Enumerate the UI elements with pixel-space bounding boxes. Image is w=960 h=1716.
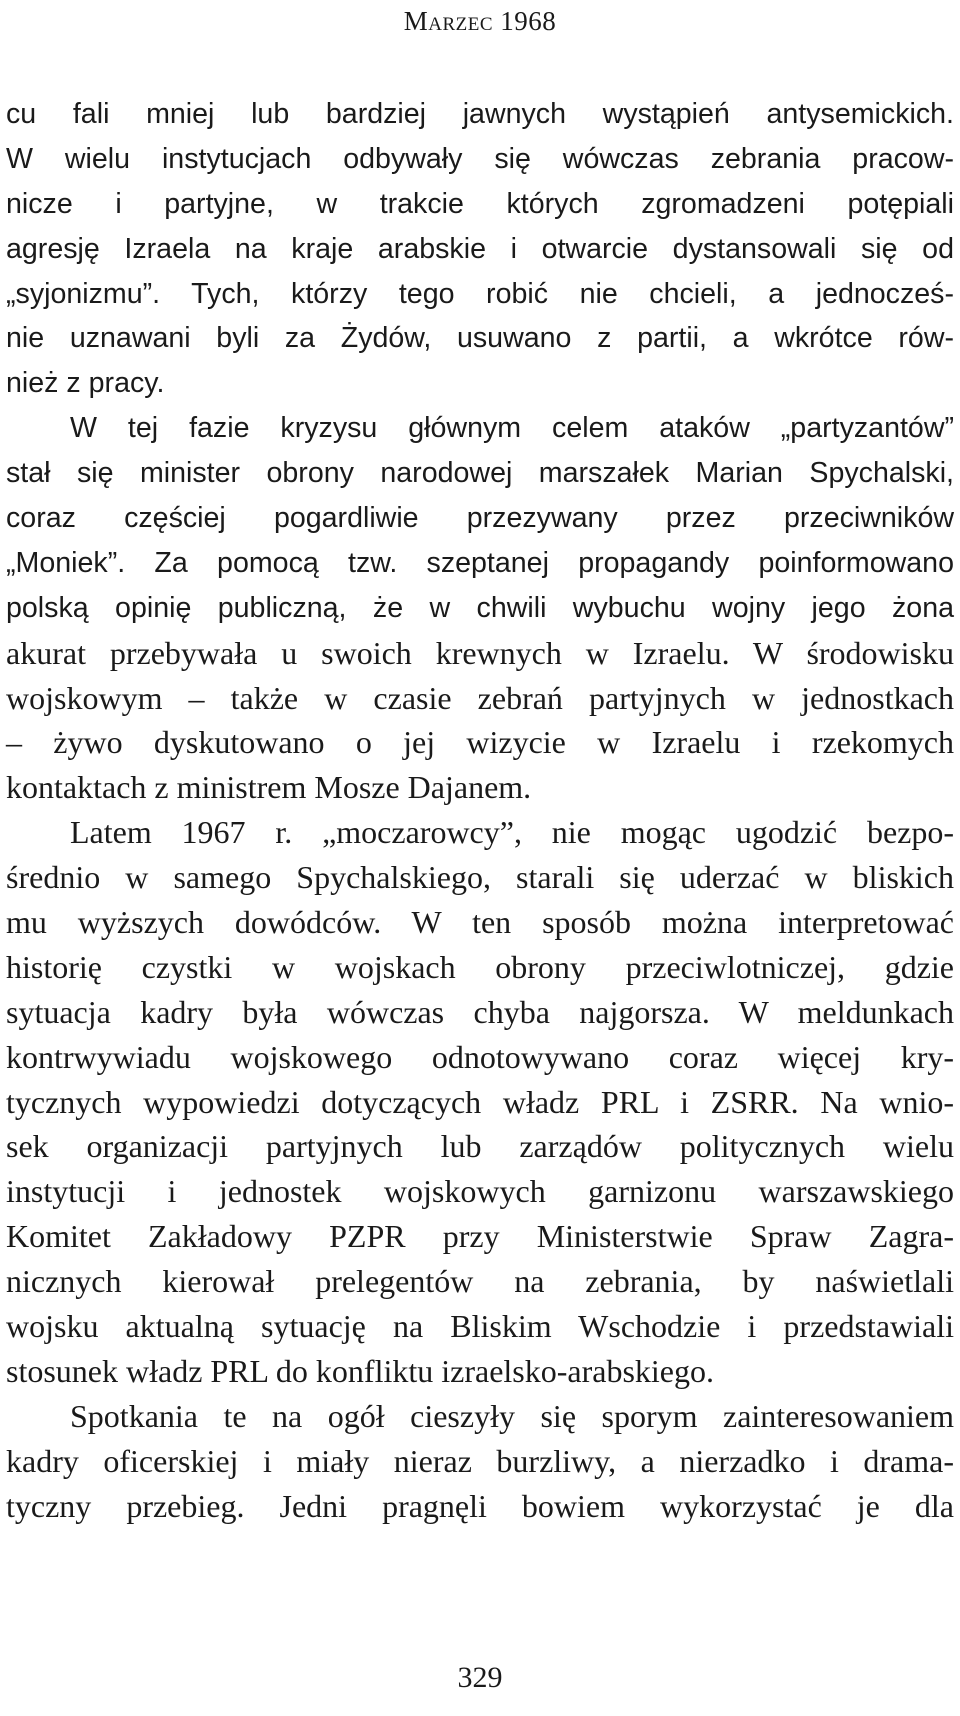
text-line: wojsku aktualną sytuację na Bliskim Wschodzie i przedstawiali <box>6 1308 954 1345</box>
text-line: Latem 1967 r. „moczarowcy”, nie mogąc ugodzić bezpo- <box>70 814 954 851</box>
paragraph <box>6 406 954 810</box>
paragraph <box>6 1394 954 1529</box>
text-line: instytucji i jednostek wojskowych garnizonu warszawskiego <box>6 1173 954 1210</box>
text-line: stosunek władz PRL do konfliktu izraelsko-arabskiego. <box>6 1352 714 1389</box>
text-line: cu fali mniej lub bardziej jawnych wystąpień antysemickich. <box>6 98 954 130</box>
text-line: wojskowym – także w czasie zebrań partyjnych w jednostkach <box>6 679 954 716</box>
text-line: akurat przebywała u swoich krewnych w Izraelu. W środowisku <box>6 634 954 671</box>
text-line: W wielu instytucjach odbywały się wówczas zebrania pracow- <box>6 142 954 175</box>
text-line: W tej fazie kryzysu głównym celem ataków „partyzantów” <box>70 412 954 445</box>
text-line: „Moniek”. Za pomocą tzw. szeptanej propagandy poinformowano <box>6 546 954 579</box>
text-line: historię czystki w wojskach obrony przeciwlotniczej, gdzie <box>6 948 954 985</box>
text-line: średnio w samego Spychalskiego, starali się uderzać w bliskich <box>6 859 954 896</box>
text-line: nicznych kierował prelegentów na zebrania, by naświetlali <box>6 1263 954 1300</box>
text-line: Spotkania te na ogół cieszyły się sporym zainteresowaniem <box>70 1397 954 1434</box>
text-line: nicze i partyjne, w trakcie których zgromadzeni potępiali <box>6 187 954 220</box>
text-line: – żywo dyskutowano o jej wizycie w Izraelu i rzekomych <box>6 724 954 761</box>
text-line: kontrwywiadu wojskowego odnotowywano coraz więcej kry- <box>6 1038 954 1075</box>
running-header <box>0 6 960 37</box>
paragraph <box>6 92 954 406</box>
text-line: mu wyższych dowódców. W ten sposób można interpretować <box>6 904 954 941</box>
text-line: kontaktach z ministrem Mosze Dajanem. <box>6 769 532 806</box>
text-line: agresję Izraela na kraje arabskie i otwarcie dystansowali się od <box>6 232 954 265</box>
text-line: sek organizacji partyjnych lub zarządów politycznych wielu <box>6 1128 954 1165</box>
text-line: polską opinię publiczną, że w chwili wybuchu wojny jego żona <box>6 591 954 624</box>
text-line: coraz częściej pogardliwie przezywany przez przeciwników <box>6 502 954 535</box>
text-line: kadry oficerskiej i miały nieraz burzliwy, a nierzadko i drama- <box>6 1442 954 1479</box>
text-line: nie uznawani byli za Żydów, usuwano z partii, a wkrótce rów- <box>6 322 954 355</box>
text-line: nież z pracy. <box>6 367 165 400</box>
text-line: tyczny przebieg. Jedni pragnęli bowiem wykorzystać je dla <box>6 1487 954 1524</box>
page-number: 329 <box>457 1661 503 1694</box>
paragraph <box>6 810 954 1394</box>
text-line: sytuacja kadry była wówczas chyba najgorsza. W meldunkach <box>6 993 954 1030</box>
text-line: tycznych wypowiedzi dotyczących władz PRL i ZSRR. Na wnio- <box>6 1083 954 1120</box>
text-line: Komitet Zakładowy PZPR przy Ministerstwie Spraw Zagra- <box>6 1218 954 1255</box>
body-text <box>6 92 954 1529</box>
text-line: „syjonizmu”. Tych, którzy tego robić nie chcieli, a jednocześ- <box>6 277 954 310</box>
text-line: stał się minister obrony narodowej marszałek Marian Spychalski, <box>6 457 954 490</box>
running-header-text: Marzec 1968 <box>403 6 557 36</box>
